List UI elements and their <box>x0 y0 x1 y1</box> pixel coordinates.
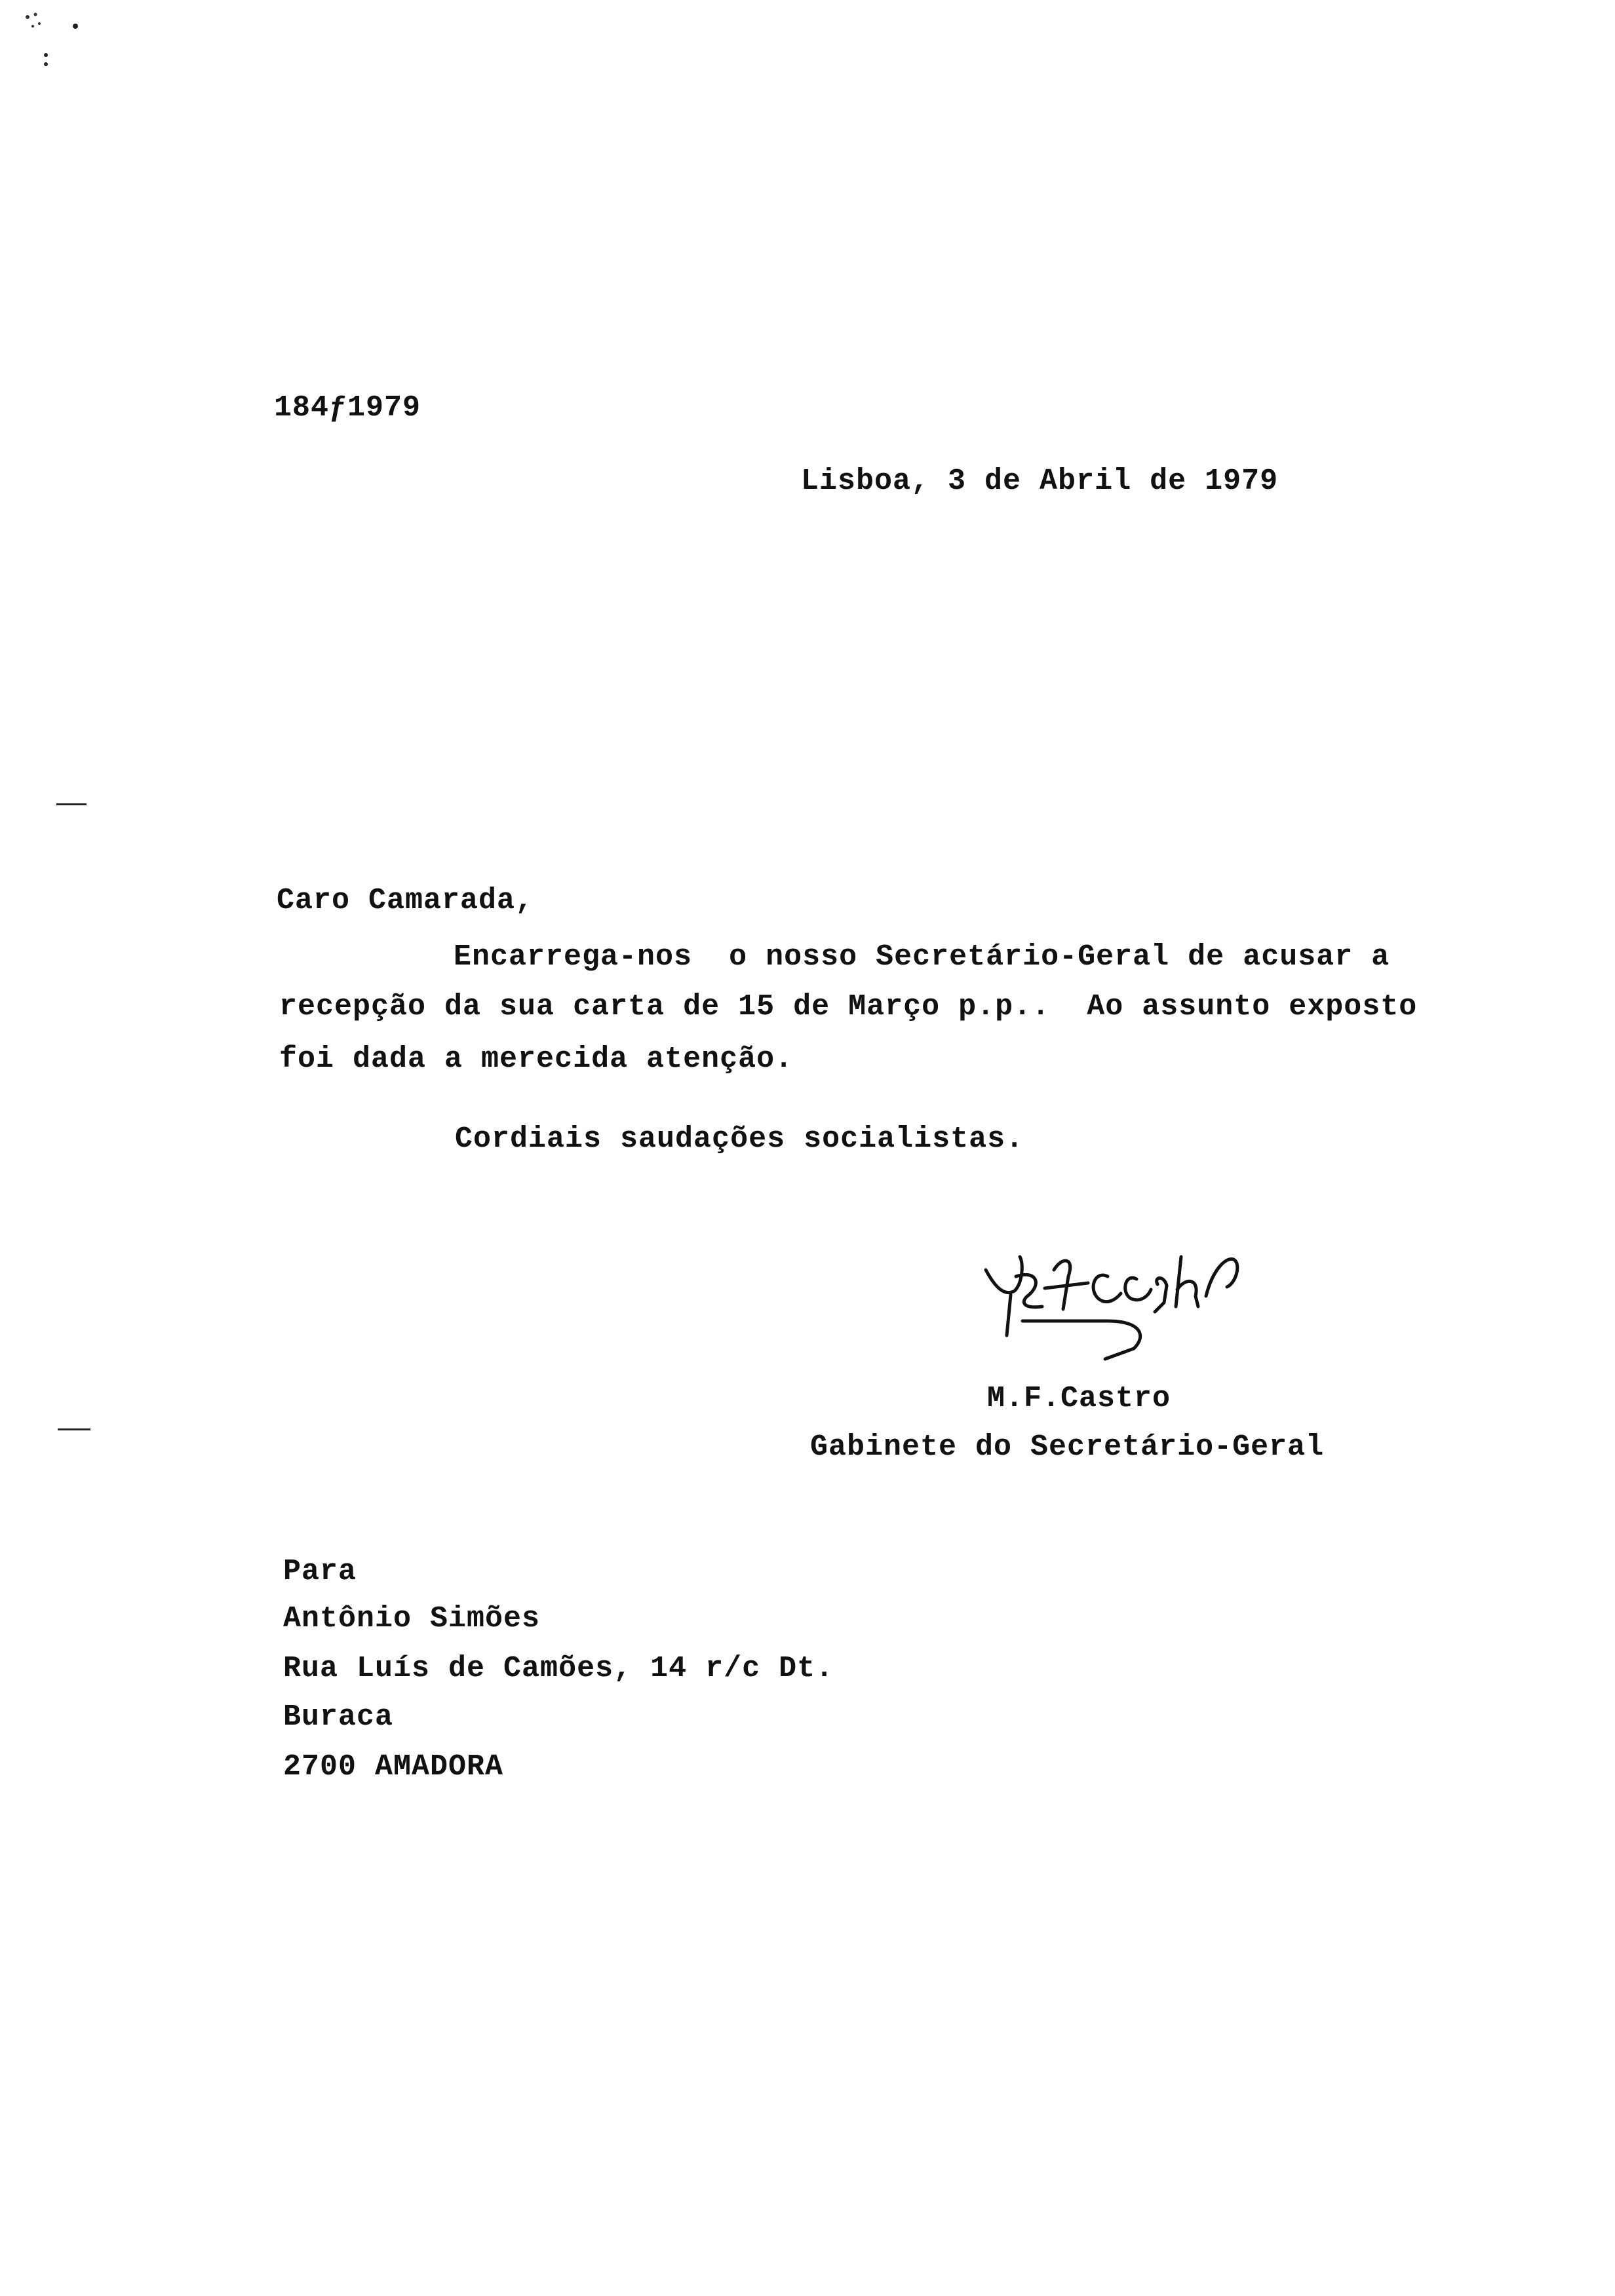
recipient-name: Antônio Simões <box>283 1602 541 1636</box>
recipient-postal: 2700 AMADORA <box>283 1750 504 1784</box>
salutation: Caro Camarada, <box>277 884 534 917</box>
body-line: recepção da sua carta de 15 de Março p.p.. Ao assunto exposto <box>279 990 1418 1024</box>
recipient-street: Rua Luís de Camões, 14 r/c Dt. <box>283 1652 834 1685</box>
reference-number: 184ƒ1979 <box>274 391 421 425</box>
closing-line: Cordiais saudações socialistas. <box>455 1122 1024 1156</box>
body-line: foi dada a merecida atenção. <box>279 1043 794 1076</box>
margin-dash <box>58 1428 90 1430</box>
handwritten-signature <box>977 1244 1252 1375</box>
margin-dash <box>56 803 87 805</box>
scan-specks <box>20 9 85 75</box>
recipient-label: Para <box>283 1555 357 1588</box>
signer-office: Gabinete do Secretário-Geral <box>810 1430 1325 1464</box>
date-line: Lisboa, 3 de Abril de 1979 <box>801 465 1279 498</box>
recipient-locality: Buraca <box>283 1700 394 1734</box>
body-line: Encarrega-nos o nosso Secretário-Geral de acusar a <box>454 940 1390 974</box>
signer-name: M.F.Castro <box>987 1382 1171 1415</box>
